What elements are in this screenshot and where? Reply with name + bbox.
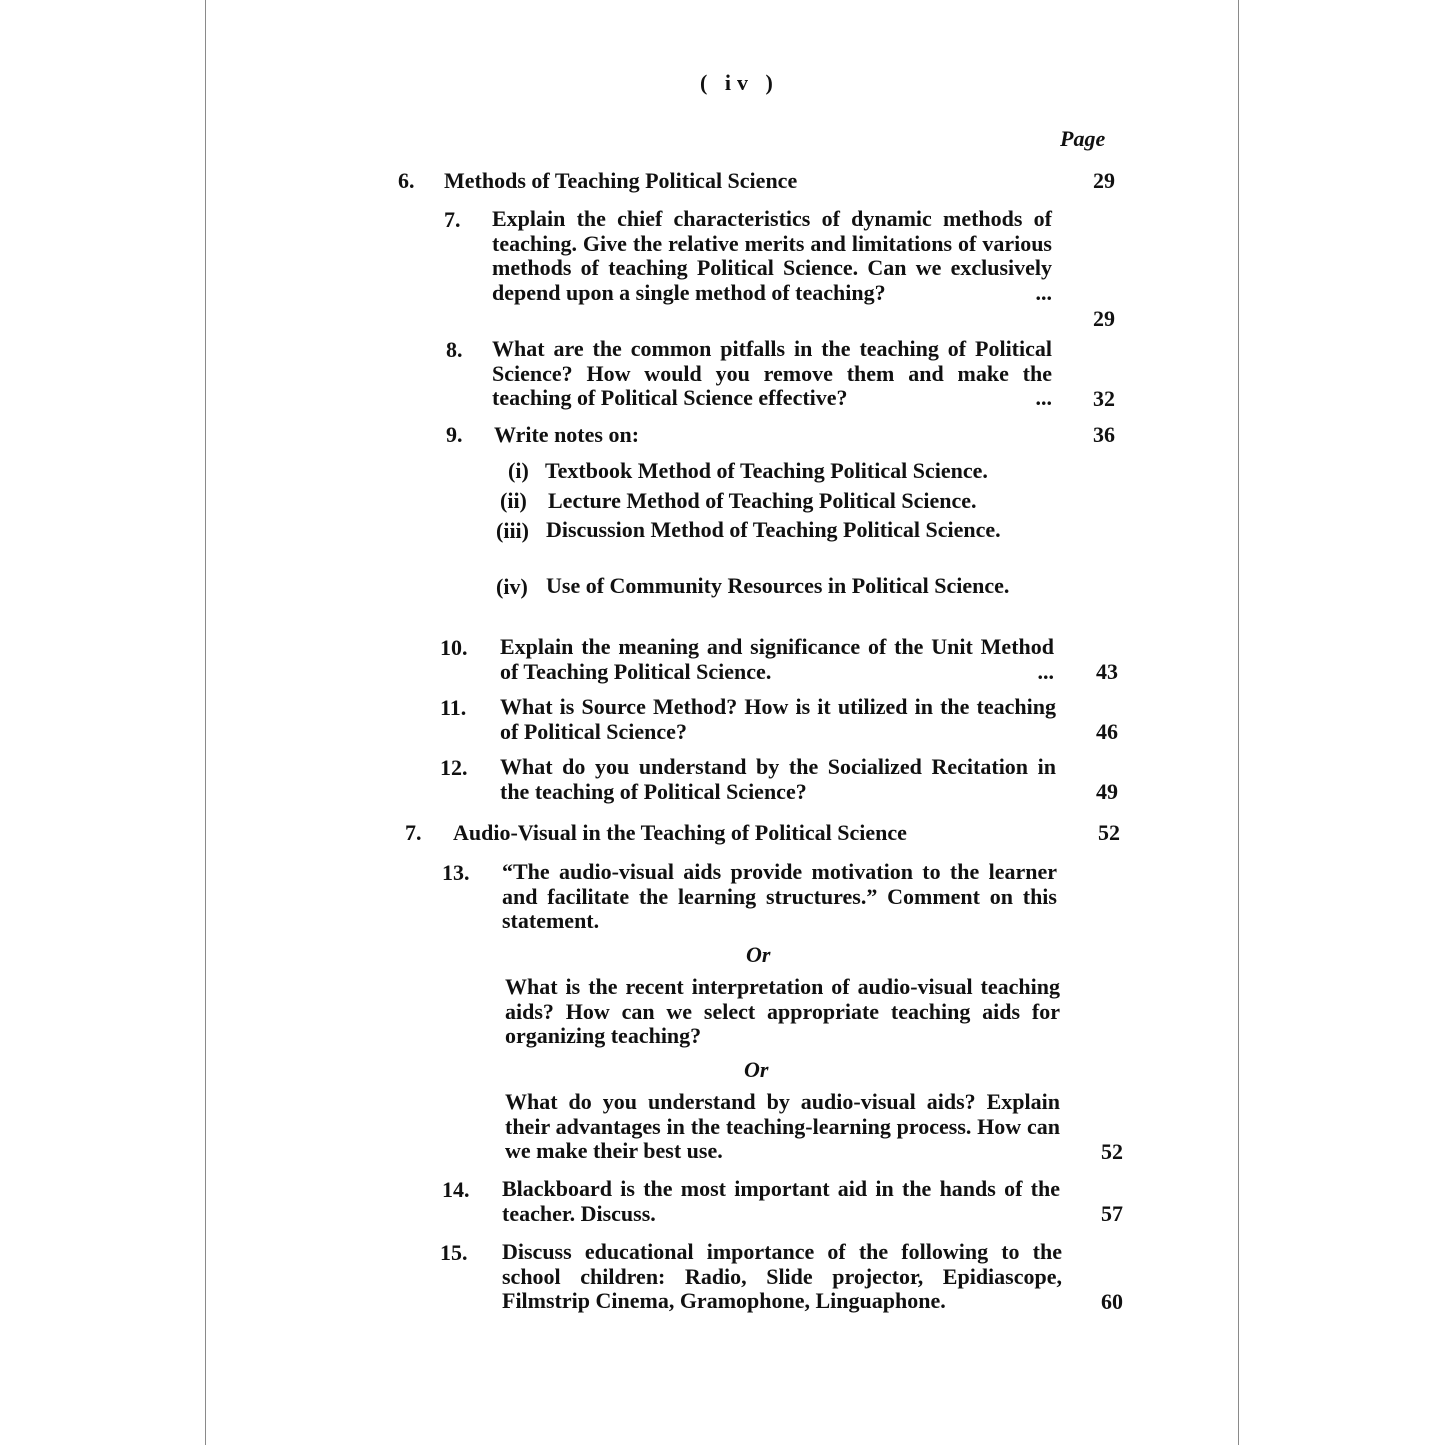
question-text (492, 207, 1052, 306)
or-label: Or (744, 1057, 769, 1082)
chapter-page: 29 (1093, 168, 1115, 193)
chapter-number: 6. (398, 168, 415, 193)
question-page: 46 (1096, 719, 1118, 744)
question-page: 57 (1101, 1201, 1123, 1226)
question-number: 7. (444, 207, 461, 232)
note-number: (iii) (496, 518, 529, 543)
page-right-edge (1238, 0, 1239, 1445)
chapter-page: 52 (1098, 820, 1120, 845)
question-page: 32 (1093, 386, 1115, 411)
chapter-title: Methods of Teaching Political Science (444, 168, 798, 193)
note-number: (i) (508, 458, 529, 483)
question-page: 43 (1096, 659, 1118, 684)
question-text (492, 337, 1052, 411)
question-number: 15. (440, 1240, 468, 1265)
question-text: Blackboard is the most important aid in the hands of the teacher. Discuss. (502, 1176, 1060, 1226)
chapter-number: 7. (405, 820, 422, 845)
note-number: (iv) (496, 574, 528, 599)
question-alternative: What do you understand by audio-visual aids? Explain their advantages in the teaching-learning process. How can we make their best use. (505, 1089, 1060, 1164)
question-page: 36 (1093, 422, 1115, 447)
question-text: “The audio-visual aids provide motivation to the learner and facilitate the learning structures.” Comment on this statement. (502, 859, 1057, 934)
question-number: 9. (446, 422, 463, 447)
page-left-edge (205, 0, 206, 1445)
question-page: 60 (1101, 1289, 1123, 1314)
question-text-body: Explain the chief characteristics of dynamic methods of teaching. Give the relative merits and limitations of various methods of teaching Political Science. Can we exclusively depend upon a single method of teaching? (492, 206, 1052, 306)
question-text-body: Explain the meaning and significance of the Unit Method of Teaching Political Science. (500, 634, 1054, 684)
question-number: 14. (442, 1177, 470, 1202)
note-number: (ii) (500, 488, 527, 513)
question-text: Write notes on: (494, 422, 640, 447)
question-text: Discuss educational importance of the following to the school children: Radio, Slide projector, Epidiascope, Filmstrip Cinema, Gramophone, Linguaphone. (502, 1239, 1062, 1314)
question-text: What do you understand by the Socialized Recitation in the teaching of Political Science? (500, 754, 1056, 804)
dot-leader: ... (1035, 280, 1052, 306)
question-page: 49 (1096, 779, 1118, 804)
question-page: 52 (1101, 1139, 1123, 1164)
question-number: 12. (440, 755, 468, 780)
note-text: Discussion Method of Teaching Political Science. (546, 517, 1001, 542)
note-text: Lecture Method of Teaching Political Science. (548, 488, 977, 513)
page-column-heading: Page (1060, 126, 1106, 151)
question-page: 29 (1093, 306, 1115, 331)
question-text: What is Source Method? How is it utilized in the teaching of Political Science? (500, 694, 1056, 744)
dot-leader: ... (1035, 385, 1052, 411)
dot-leader: ... (1037, 658, 1054, 684)
question-number: 10. (440, 635, 468, 660)
note-text: Textbook Method of Teaching Political Science. (545, 458, 988, 483)
question-text (500, 635, 1054, 684)
question-number: 8. (446, 337, 463, 362)
chapter-title: Audio-Visual in the Teaching of Political Science (453, 820, 907, 845)
question-text-body: What are the common pitfalls in the teaching of Political Science? How would you remove them and make the teaching of Political Science effective? (492, 336, 1052, 411)
question-alternative: What is the recent interpretation of audio-visual teaching aids? How can we select appropriate teaching aids for organizing teaching? (505, 974, 1060, 1049)
question-number: 11. (440, 695, 467, 720)
or-label: Or (746, 942, 771, 967)
note-text: Use of Community Resources in Political Science. (546, 573, 1010, 598)
question-number: 13. (442, 860, 470, 885)
page-number: ( iv ) (700, 70, 779, 95)
